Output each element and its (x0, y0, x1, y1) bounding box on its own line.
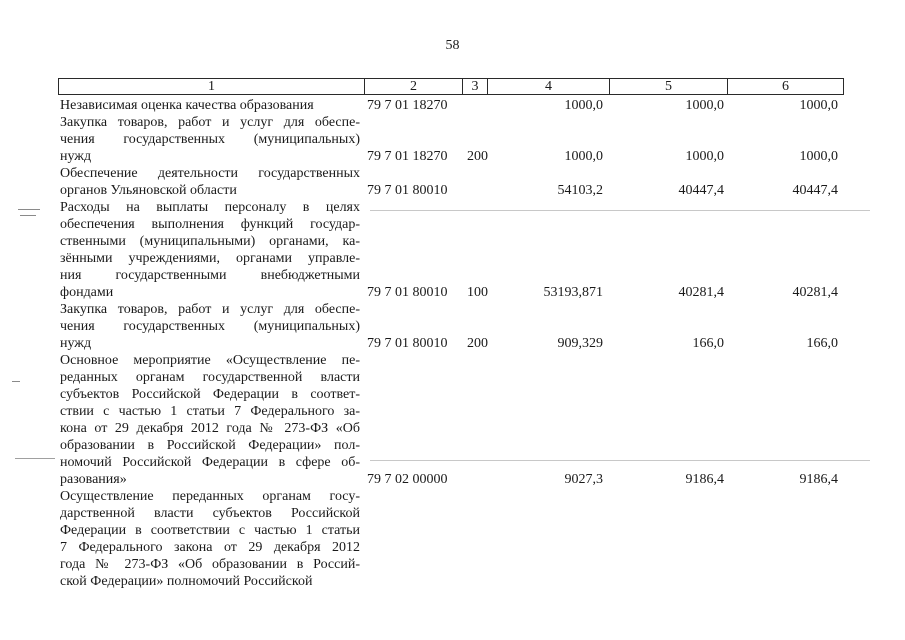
row-description (60, 165, 360, 199)
row-value-5: 40447,4 (678, 183, 724, 198)
row-description (60, 114, 360, 165)
row-value-5: 1000,0 (685, 98, 724, 113)
scan-artifact (18, 209, 40, 210)
row-value-6: 40281,4 (792, 285, 838, 300)
description-line: чения государственных (муниципальных) (60, 319, 360, 334)
description-line: органов Ульяновской области (60, 183, 237, 198)
row-value-5: 40281,4 (678, 285, 724, 300)
description-line: зёнными учреждениями, органами управле- (60, 251, 360, 266)
description-line: Расходы на выплаты персоналу в целях (60, 200, 360, 215)
description-line: ствии с частью 1 статьи 7 Федерального за- (60, 404, 360, 419)
scan-artifact (20, 215, 36, 216)
row-value-4: 9027,3 (564, 472, 603, 487)
description-line: разования» (60, 472, 127, 487)
description-line: чения государственных (муниципальных) (60, 132, 360, 147)
scan-artifact (15, 458, 55, 459)
row-description (60, 199, 360, 301)
row-value-4: 1000,0 (564, 98, 603, 113)
header-col-1: 1 (58, 78, 365, 95)
description-line: Закупка товаров, работ и услуг для обеспе- (60, 302, 360, 317)
description-line: ния государственными внебюджетными (60, 268, 360, 283)
row-code: 79 7 01 18270 (367, 149, 448, 164)
description-line: Обеспечение деятельности государственных (60, 166, 360, 181)
row-description (60, 97, 360, 114)
header-col-3: 3 (463, 78, 488, 95)
row-description (60, 301, 360, 352)
row-code: 79 7 01 80010 (367, 285, 448, 300)
description-line: номочий Российской Федерации в сфере об- (60, 455, 360, 470)
row-description (60, 352, 360, 488)
header-col-2: 2 (365, 78, 463, 95)
row-value-5: 9186,4 (685, 472, 724, 487)
row-value-6: 1000,0 (799, 98, 838, 113)
row-value-6: 40447,4 (792, 183, 838, 198)
row-value-4: 53193,871 (543, 285, 603, 300)
description-line: реданных органам государственной власти (60, 370, 360, 385)
description-line: дарственной власти субъектов Российской (60, 506, 360, 521)
description-line: Основное мероприятие «Осуществление пе- (60, 353, 360, 368)
description-line: фондами (60, 285, 114, 300)
description-line: субъектов Российской Федерации в соответ- (60, 387, 360, 402)
description-line: года № 273-ФЗ «Об образовании в Россий- (60, 557, 360, 572)
row-type: 200 (467, 336, 488, 351)
description-line: Осуществление переданных органам госу- (60, 489, 360, 504)
description-line: Закупка товаров, работ и услуг для обеспе- (60, 115, 360, 130)
scan-artifact (370, 210, 870, 211)
description-line: нужд (60, 149, 92, 164)
scan-artifact (370, 460, 870, 461)
row-code: 79 7 01 18270 (367, 98, 448, 113)
description-line: ственными (муниципальными) органами, ка- (60, 234, 360, 249)
header-col-5: 5 (610, 78, 728, 95)
description-line: 7 Федерального закона от 29 декабря 2012 (60, 540, 360, 555)
row-code: 79 7 01 80010 (367, 336, 448, 351)
row-type: 100 (467, 285, 488, 300)
description-line: обеспечения выполнения функций государ- (60, 217, 360, 232)
row-value-4: 1000,0 (564, 149, 603, 164)
description-line: Федерации в соответствии с частью 1 статьи (60, 523, 360, 538)
row-code: 79 7 02 00000 (367, 472, 448, 487)
description-line: Независимая оценка качества образования (60, 98, 314, 113)
description-line: нужд (60, 336, 92, 351)
description-line: ской Федерации» полномочий Российской (60, 574, 313, 589)
page-number: 58 (445, 38, 460, 53)
row-value-6: 166,0 (806, 336, 838, 351)
header-col-4: 4 (488, 78, 610, 95)
description-line: образовании в Российской Федерации» пол- (60, 438, 360, 453)
row-value-5: 166,0 (692, 336, 724, 351)
row-code: 79 7 01 80010 (367, 183, 448, 198)
row-value-4: 54103,2 (557, 183, 603, 198)
row-value-4: 909,329 (557, 336, 603, 351)
row-value-5: 1000,0 (685, 149, 724, 164)
row-type: 200 (467, 149, 488, 164)
header-col-6: 6 (728, 78, 844, 95)
row-value-6: 9186,4 (799, 472, 838, 487)
description-line: кона от 29 декабря 2012 года № 273-ФЗ «Об (60, 421, 360, 436)
row-value-6: 1000,0 (799, 149, 838, 164)
scan-artifact (12, 381, 20, 382)
row-description (60, 488, 360, 590)
